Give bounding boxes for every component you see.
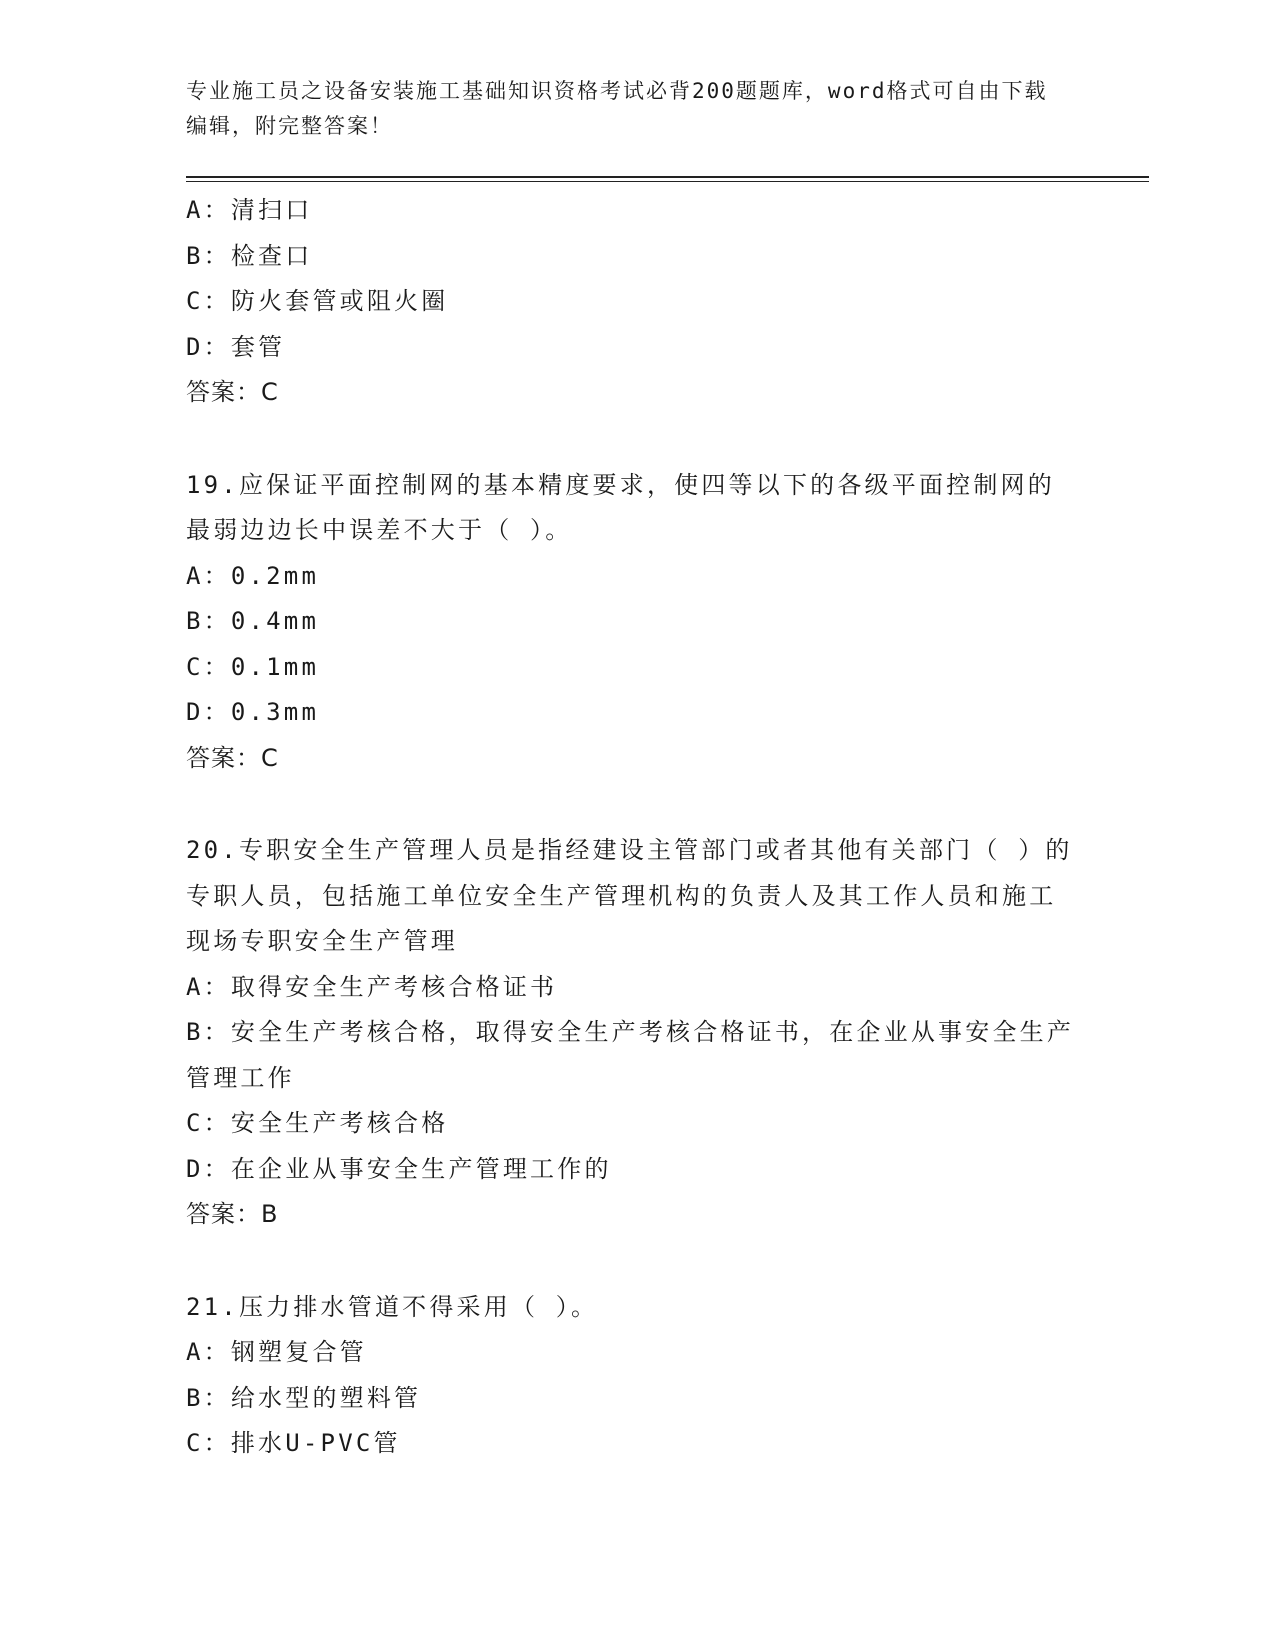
option-c: C：防火套管或阻火圈	[186, 287, 449, 315]
answer-line: 答案：C	[186, 378, 279, 406]
question-text: 20.专职安全生产管理人员是指经建设主管部门或者其他有关部门（ ）的专职人员，包括施工单位安全生产管理机构的负责人及其工作人员和施工现场专职安全生产管理	[186, 836, 1073, 955]
option-c: C：0.1mm	[186, 652, 320, 681]
option-d: D：套管	[186, 332, 286, 361]
option-a: A：取得安全生产考核合格证书	[186, 972, 558, 1001]
option-d: D：0.3mm	[186, 698, 320, 726]
option-c: C：安全生产考核合格	[186, 1109, 449, 1137]
question-text: 19.应保证平面控制网的基本精度要求，使四等以下的各级平面控制网的最弱边边长中误差不大于（ ）。	[186, 470, 1055, 544]
header-divider-thin	[186, 181, 1149, 182]
header-divider	[186, 176, 1149, 178]
spacer	[186, 781, 1076, 828]
option-c: C：排水U-PVC管	[186, 1429, 401, 1457]
question-block	[186, 463, 1076, 782]
question-block	[186, 188, 1076, 416]
answer-line: 答案：B	[186, 1200, 279, 1228]
option-b: B：安全生产考核合格，取得安全生产考核合格证书，在企业从事安全生产管理工作	[186, 1018, 1075, 1092]
document-header: 专业施工员之设备安装施工基础知识资格考试必背200题题库，word格式可自由下载编辑，附完整答案！	[186, 79, 1048, 138]
option-b: B：0.4mm	[186, 607, 320, 635]
spacer	[186, 416, 1076, 463]
option-b: B：给水型的塑料管	[186, 1383, 422, 1412]
question-text: 21.压力排水管道不得采用（ ）。	[186, 1292, 599, 1321]
answer-line: 答案：C	[186, 743, 279, 772]
option-a: A：钢塑复合管	[186, 1338, 367, 1366]
question-block	[186, 828, 1076, 1238]
option-b: B：检查口	[186, 241, 313, 270]
question-list	[186, 188, 1076, 1467]
spacer	[186, 1238, 1076, 1285]
option-a: A：0.2mm	[186, 561, 320, 590]
option-d: D：在企业从事安全生产管理工作的	[186, 1154, 612, 1183]
question-block	[186, 1285, 1076, 1467]
option-a: A：清扫口	[186, 196, 313, 224]
